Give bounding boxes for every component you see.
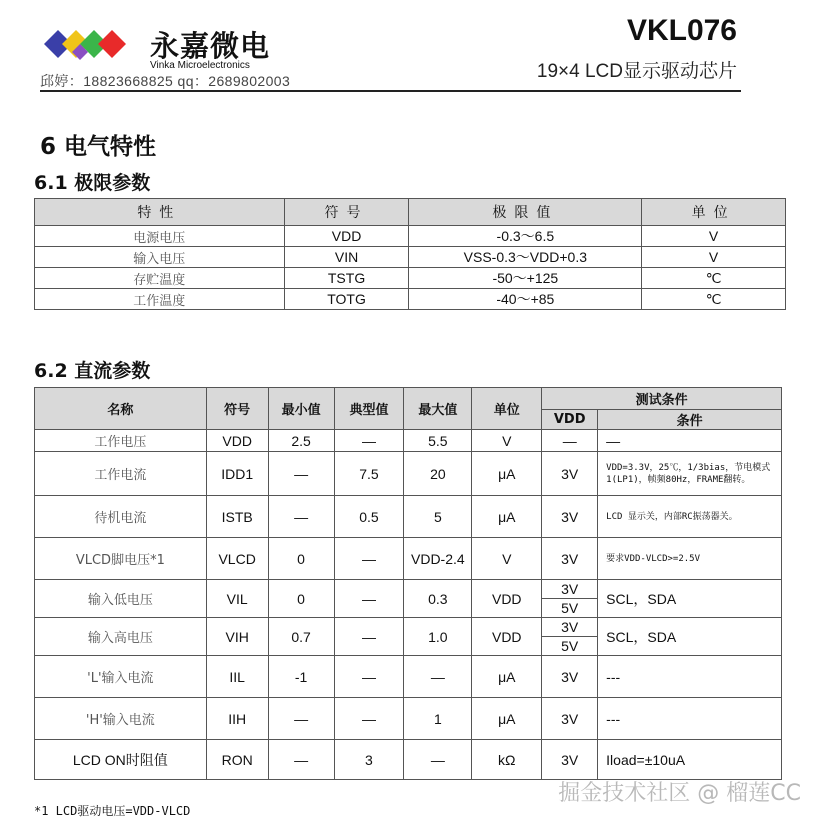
cell-typ: — xyxy=(334,618,404,656)
cell-vdd: 3V xyxy=(542,740,598,780)
cell-unit: V xyxy=(472,430,542,452)
cell-symbol: VDD xyxy=(206,430,268,452)
chip-subtitle: 19×4 LCD显示驱动芯片 xyxy=(536,61,737,82)
cell-min: — xyxy=(268,496,334,538)
cell-condition: --- xyxy=(598,656,782,698)
table-row xyxy=(35,618,782,637)
cell-symbol: IIH xyxy=(206,698,268,740)
cell-name: 输入低电压 xyxy=(35,580,207,618)
cell-typ: 7.5 xyxy=(334,452,404,496)
cell-condition: --- xyxy=(598,698,782,740)
col-header-name: 名称 xyxy=(35,388,207,430)
col-header-min: 最小值 xyxy=(268,388,334,430)
cell-symbol: VLCD xyxy=(206,538,268,580)
cell-symbol: VIH xyxy=(206,618,268,656)
cell-value: VSS-0.3～VDD+0.3 xyxy=(409,247,642,268)
cell-unit: μA xyxy=(472,452,542,496)
cell-max: — xyxy=(404,740,472,780)
cell-name: VLCD脚电压*1 xyxy=(35,538,207,580)
cell-min: — xyxy=(268,452,334,496)
cell-vdd: 5V xyxy=(542,599,598,618)
cell-unit: kΩ xyxy=(472,740,542,780)
company-logo xyxy=(40,22,140,66)
col-header-vdd: VDD xyxy=(542,410,598,430)
cell-min: 2.5 xyxy=(268,430,334,452)
cell-name: 电源电压 xyxy=(35,226,285,247)
cell-condition: LCD 显示关，内部RC振荡器关。 xyxy=(598,496,782,538)
table-row xyxy=(35,740,782,780)
chip-model: VKL076 xyxy=(626,14,737,47)
cell-symbol: TOTG xyxy=(284,289,409,310)
cell-unit: V xyxy=(472,538,542,580)
col-header-max: 最大值 xyxy=(404,388,472,430)
cell-vdd: 3V xyxy=(542,656,598,698)
cell-value: -50～+125 xyxy=(409,268,642,289)
col-header-limit: 极限值 xyxy=(409,199,642,226)
cell-vdd: 3V xyxy=(542,538,598,580)
header-divider xyxy=(40,90,741,92)
cell-vdd: 3V xyxy=(542,496,598,538)
cell-min: — xyxy=(268,698,334,740)
cell-vdd: 3V xyxy=(542,618,598,637)
table-header-row xyxy=(35,388,782,410)
cell-max: 5 xyxy=(404,496,472,538)
cell-max: 1 xyxy=(404,698,472,740)
table-row xyxy=(35,698,782,740)
cell-vdd: 3V xyxy=(542,580,598,599)
cell-max: 20 xyxy=(404,452,472,496)
table-row xyxy=(35,580,782,599)
cell-vdd: 3V xyxy=(542,698,598,740)
cell-vdd: — xyxy=(542,430,598,452)
table-row xyxy=(35,247,786,268)
cell-condition: VDD=3.3V，25℃，1/3bias，节电模式1(LP1)，帧频80Hz，FRAME翻转。 xyxy=(598,452,782,496)
cell-unit: μA xyxy=(472,496,542,538)
cell-typ: — xyxy=(334,656,404,698)
col-header-test-conditions: 测试条件 xyxy=(542,388,782,410)
cell-symbol: IIL xyxy=(206,656,268,698)
cell-name: LCD ON时阻值 xyxy=(35,740,207,780)
cell-name: 'L'输入电流 xyxy=(35,656,207,698)
cell-min: 0 xyxy=(268,538,334,580)
col-header-unit: 单位 xyxy=(642,199,786,226)
col-header-characteristic: 特性 xyxy=(35,199,285,226)
cell-typ: — xyxy=(334,430,404,452)
cell-name: 待机电流 xyxy=(35,496,207,538)
cell-value: -0.3～6.5 xyxy=(409,226,642,247)
cell-symbol: IDD1 xyxy=(206,452,268,496)
cell-max: 0.3 xyxy=(404,580,472,618)
section-6-title: 6 电气特性 xyxy=(40,134,157,160)
cell-max: 1.0 xyxy=(404,618,472,656)
section-6-2-title: 6.2 直流参数 xyxy=(34,360,151,382)
cell-typ: — xyxy=(334,538,404,580)
cell-unit: ℃ xyxy=(642,289,786,310)
col-header-unit: 单位 xyxy=(472,388,542,430)
cell-min: 0.7 xyxy=(268,618,334,656)
absolute-max-table xyxy=(34,198,786,310)
table-row xyxy=(35,289,786,310)
cell-unit: ℃ xyxy=(642,268,786,289)
cell-symbol: VDD xyxy=(284,226,409,247)
footnote: *1 LCD驱动电压=VDD-VLCD xyxy=(34,804,191,818)
cell-symbol: VIN xyxy=(284,247,409,268)
table-row xyxy=(35,430,782,452)
col-header-symbol: 符号 xyxy=(284,199,409,226)
cell-name: 工作电流 xyxy=(35,452,207,496)
cell-condition: Iload=±10uA xyxy=(598,740,782,780)
cell-name: 存贮温度 xyxy=(35,268,285,289)
table-row xyxy=(35,656,782,698)
brand-name-cn: 永嘉微电 xyxy=(150,29,271,63)
table-header-row xyxy=(35,199,786,226)
cell-unit: VDD xyxy=(472,618,542,656)
cell-symbol: VIL xyxy=(206,580,268,618)
cell-unit: μA xyxy=(472,698,542,740)
logo-diamond-red xyxy=(98,30,126,58)
cell-min: — xyxy=(268,740,334,780)
cell-unit: V xyxy=(642,247,786,268)
cell-typ: — xyxy=(334,580,404,618)
col-header-symbol: 符号 xyxy=(206,388,268,430)
cell-symbol: ISTB xyxy=(206,496,268,538)
cell-name: 输入电压 xyxy=(35,247,285,268)
cell-condition: 要求VDD-VLCD>=2.5V xyxy=(598,538,782,580)
col-header-condition: 条件 xyxy=(598,410,782,430)
cell-value: -40～+85 xyxy=(409,289,642,310)
cell-unit: μA xyxy=(472,656,542,698)
table-row xyxy=(35,496,782,538)
table-row xyxy=(35,226,786,247)
section-6-1-title: 6.1 极限参数 xyxy=(34,172,151,194)
cell-typ: 0.5 xyxy=(334,496,404,538)
cell-condition: SCL，SDA xyxy=(598,580,782,618)
cell-symbol: RON xyxy=(206,740,268,780)
cell-min: 0 xyxy=(268,580,334,618)
cell-min: -1 xyxy=(268,656,334,698)
cell-symbol: TSTG xyxy=(284,268,409,289)
cell-unit: VDD xyxy=(472,580,542,618)
watermark: 掘金技术社区 @ 榴莲CC xyxy=(558,781,801,806)
table-row xyxy=(35,538,782,580)
cell-name: 工作温度 xyxy=(35,289,285,310)
cell-typ: 3 xyxy=(334,740,404,780)
cell-name: 'H'输入电流 xyxy=(35,698,207,740)
cell-vdd: 3V xyxy=(542,452,598,496)
table-row xyxy=(35,452,782,496)
cell-name: 工作电压 xyxy=(35,430,207,452)
cell-max: — xyxy=(404,656,472,698)
cell-condition: — xyxy=(598,430,782,452)
dc-parameters-table xyxy=(34,387,782,780)
brand-name-en: Vinka Microelectronics xyxy=(150,60,250,71)
cell-max: VDD-2.4 xyxy=(404,538,472,580)
contact-info: 邱婷：18823668825 qq：2689802003 xyxy=(40,73,291,89)
cell-name: 输入高电压 xyxy=(35,618,207,656)
cell-vdd: 5V xyxy=(542,637,598,656)
cell-typ: — xyxy=(334,698,404,740)
table-row xyxy=(35,268,786,289)
col-header-typ: 典型值 xyxy=(334,388,404,430)
cell-max: 5.5 xyxy=(404,430,472,452)
cell-unit: V xyxy=(642,226,786,247)
cell-condition: SCL，SDA xyxy=(598,618,782,656)
